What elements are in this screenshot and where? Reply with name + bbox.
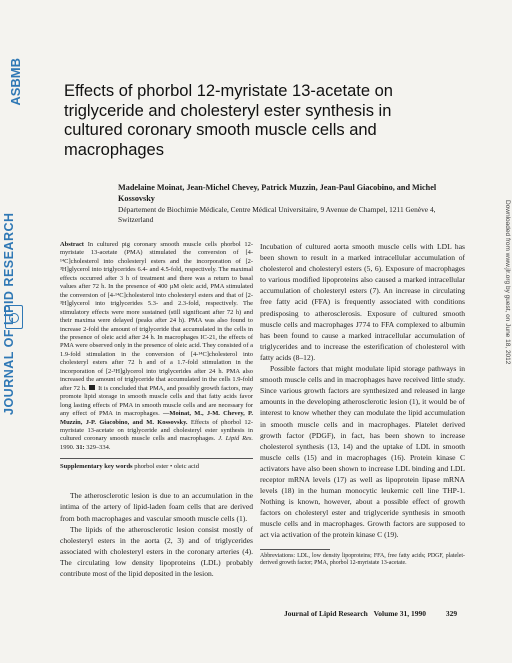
end-box-icon: [89, 385, 95, 390]
right-column: [260, 241, 465, 567]
footnote-divider: [260, 549, 330, 550]
body-paragraph: Possible factors that might modulate lipid storage pathways in smooth muscle cells and in macrophages have received little study. Since various growth factors are synthesized and released in large amounts in the developing atherosclerotic lesion (1), it would be of interest to know whether they can modulate the lipid accumulation in smooth muscle cells and in macrophages. Platelet derived growth factor (PDGF), in fact, has been shown to increase cholesterol synthesis (13, 14) and the uptake of LDL in smooth muscle cells (15) and in macrophages (16). Protein kinase C activators have also been shown to increase LDL binding and LDL receptor mRNA levels (17) as well as lipoprotein lipase mRNA levels (18) in the human monocytic leukemic cell line THP-1. Nothing is known, however, about a possible effect of growth factors on cholesteryl ester and triglyceride synthesis in smooth muscle cells and in macrophages. Growth factors are supposed to act via activation of the protein kinase C (19).: [260, 364, 465, 540]
citation-title: Effects of phorbol 12-myristate 13-acetate on triglyceride and cholesteryl ester synthesis in cultured coronary smooth muscle cells and macrophages.: [60, 418, 253, 443]
citation-pages: 329–334.: [86, 443, 111, 451]
asbmb-logo-icon: [9, 313, 19, 323]
download-note: Downloaded from www.jlr.org by guest, on June 18, 2012: [504, 200, 511, 365]
affiliation: Département de Biochimie Médicale, Centre Médical Universitaire, 9 Avenue de Champel, 1211 Genève 4, Switzerland: [118, 205, 436, 224]
citation-volume: 31:: [76, 443, 85, 451]
abstract-text-a: In cultured pig coronary smooth muscle cells phorbol 12-myristate 13-acetate (PMA) stimulated the conversion of [4-¹⁴C]cholesterol into cholesteryl esters and the incorporation of [2-³H]glycerol into triglycerides 6.4- and 4.5-fold, respectively. The maximal effects occurred after 3 h of treatment and there was a return to basal values after 72 h. In the presence of 400 µM oleic acid, PMA stimulated the conversion of [4-¹⁴C]cholesterol into cholesteryl esters and that of [2-³H]glycerol into triglycerides 5.3- and 2.3-fold, respectively. The stimulatory effects were more sustained (still significant after 72 h) and their maxima were delayed (peaks after 24 h). PMA was also found to increase 2-fold the amount of triglyceride that accumulated in the cells in the presence of oleic acid after 24 h. In macrophages IC-21, the effects of PMA were observed only in the presence of oleic acid. They consisted of a 1.9-fold stimulation in the conversion of [4-¹⁴C]cholesterol into cholesteryl esters after 72 h and of a 1.7-fold stimulation in the incorporation of [2-³H]glycerol into triglycerides after 24 h. PMA also increased the amount of triglyceride that accumulated in the cells 1.9-fold after 72 h.: [60, 241, 253, 392]
journal-sidebar: [0, 195, 26, 495]
citation-year: 1990.: [60, 443, 75, 451]
abstract-label: Abstract: [60, 241, 84, 248]
citation-authors: —Moinat, M., J-M. Chevey, P. Muzzin, J-P. Giacobino, and M. Kossovsky.: [60, 410, 254, 426]
abstract-text-b: It is concluded that PMA, and possibly growth factors, may promote lipid storage in smooth muscle cells and that fatty acids favor long lasting effects of PMA in smooth muscle cells and are necessary for any effect of PMA in macrophages.: [60, 384, 254, 418]
asbmb-label: ASBMB: [8, 58, 23, 106]
abstract-divider: [60, 458, 253, 459]
article-title: Effects of phorbol 12-myristate 13-acetate on triglyceride and cholesteryl ester synthesis in cultured coronary smooth muscle cells and macrophages: [64, 82, 393, 159]
page-number: 329: [445, 609, 458, 618]
abstract: [60, 241, 253, 452]
keywords-text: phorbol ester • oleic acid: [134, 463, 199, 471]
keywords-label: Supplementary key words: [60, 463, 133, 471]
citation-journal: J. Lipid Res.: [218, 435, 254, 443]
left-column: [60, 241, 253, 579]
body-paragraph: Incubation of cultured aorta smooth muscle cells with LDL has been shown to result in a marked intracellular accumulation of cholesterol and cholesteryl esters (5, 6). Exposure of macrophages to various modified lipoproteins also caused a marked intracellular accumulation of cholesteryl esters (7). An increase in circulating free fatty acid (FFA) is frequently associated with conditions predisposing to atherosclerosis. Exposure of cultured smooth muscle cells and macrophages J774 to FFA complexed to albumin has been found to cause a marked intracellular accumulation of triglycerides and to increase the esterification of cholesterol with fatty acids (8–12).: [260, 242, 465, 362]
abbreviations-footnote: Abbreviations: LDL, low density lipoproteins; FFA, free fatty acids; PDGF, platelet-derived growth factor; PMA, phorbol 12-myristate 13-acetate.: [260, 552, 465, 566]
journal-name-vertical: JOURNAL OF LIPID RESEARCH: [2, 212, 16, 416]
body-paragraph: The atherosclerotic lesion is due to an accumulation in the intima of the artery of lipid-laden foam cells that are derived from both macrophages and vascular smooth muscle cells (1).: [60, 491, 253, 523]
author-list: Madelaine Moinat, Jean-Michel Chevey, Patrick Muzzin, Jean-Paul Giacobino, and Michel Kossovsky: [118, 183, 437, 203]
page-footer: [284, 609, 484, 618]
keywords: [60, 463, 253, 471]
footer-journal: Journal of Lipid Research: [284, 609, 368, 618]
body-paragraph: The lipids of the atherosclerotic lesion consist mostly of cholesteryl esters in the aorta (2, 3) and of triglycerides associated with cholesteryl esters in the coronary arteries (4). The circulating low density lipoproteins (LDL) probably contribute most of the lipid deposited in the lesion.: [60, 524, 253, 578]
footer-volume: Volume 31, 1990: [373, 609, 427, 618]
